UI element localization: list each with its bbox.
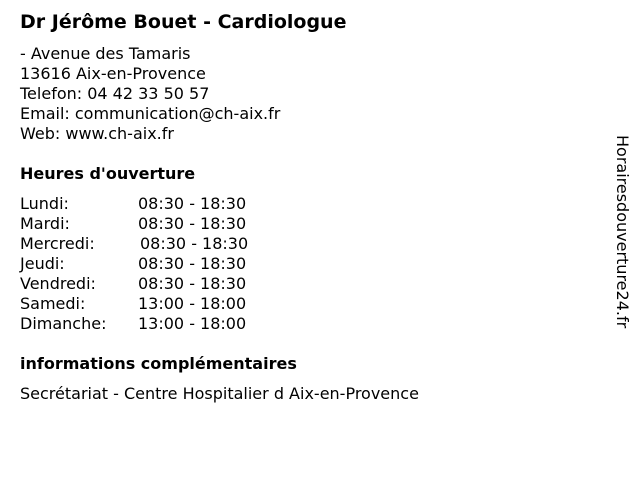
day-label: Mardi:: [20, 214, 70, 233]
opening-hours-heading: Heures d'ouverture: [20, 164, 196, 183]
site-watermark: Horairesdouverture24.fr: [613, 135, 632, 329]
day-label: Mercredi:: [20, 234, 95, 253]
email-address: Email: communication@ch-aix.fr: [20, 104, 281, 123]
hours-row-tuesday: [20, 214, 248, 234]
time-range: 08:30 - 18:30: [138, 214, 247, 233]
hours-row-wednesday: [20, 234, 248, 254]
time-range: 13:00 - 18:00: [138, 294, 247, 313]
day-label: Dimanche:: [20, 314, 107, 333]
website: Web: www.ch-aix.fr: [20, 124, 174, 143]
time-range: 08:30 - 18:30: [138, 274, 247, 293]
city-address: 13616 Aix-en-Provence: [20, 64, 206, 83]
hours-row-monday: [20, 194, 248, 214]
time-range: 08:30 - 18:30: [138, 194, 247, 213]
hours-row-saturday: [20, 294, 248, 314]
page-title: Dr Jérôme Bouet - Cardiologue: [20, 11, 347, 33]
hours-row-thursday: [20, 254, 248, 274]
additional-info-text: Secrétariat - Centre Hospitalier d Aix-en-Provence: [20, 384, 419, 403]
additional-info-heading: informations complémentaires: [20, 354, 297, 373]
day-label: Samedi:: [20, 294, 86, 313]
street-address: - Avenue des Tamaris: [20, 44, 191, 63]
time-range: 08:30 - 18:30: [138, 254, 247, 273]
day-label: Jeudi:: [20, 254, 65, 273]
hours-row-sunday: [20, 314, 248, 334]
address-block: [20, 44, 280, 144]
opening-hours-table: [20, 194, 248, 334]
time-range: 08:30 - 18:30: [140, 234, 249, 253]
hours-row-friday: [20, 274, 248, 294]
day-label: Vendredi:: [20, 274, 96, 293]
phone-number: Telefon: 04 42 33 50 57: [20, 84, 210, 103]
time-range: 13:00 - 18:00: [138, 314, 247, 333]
day-label: Lundi:: [20, 194, 69, 213]
